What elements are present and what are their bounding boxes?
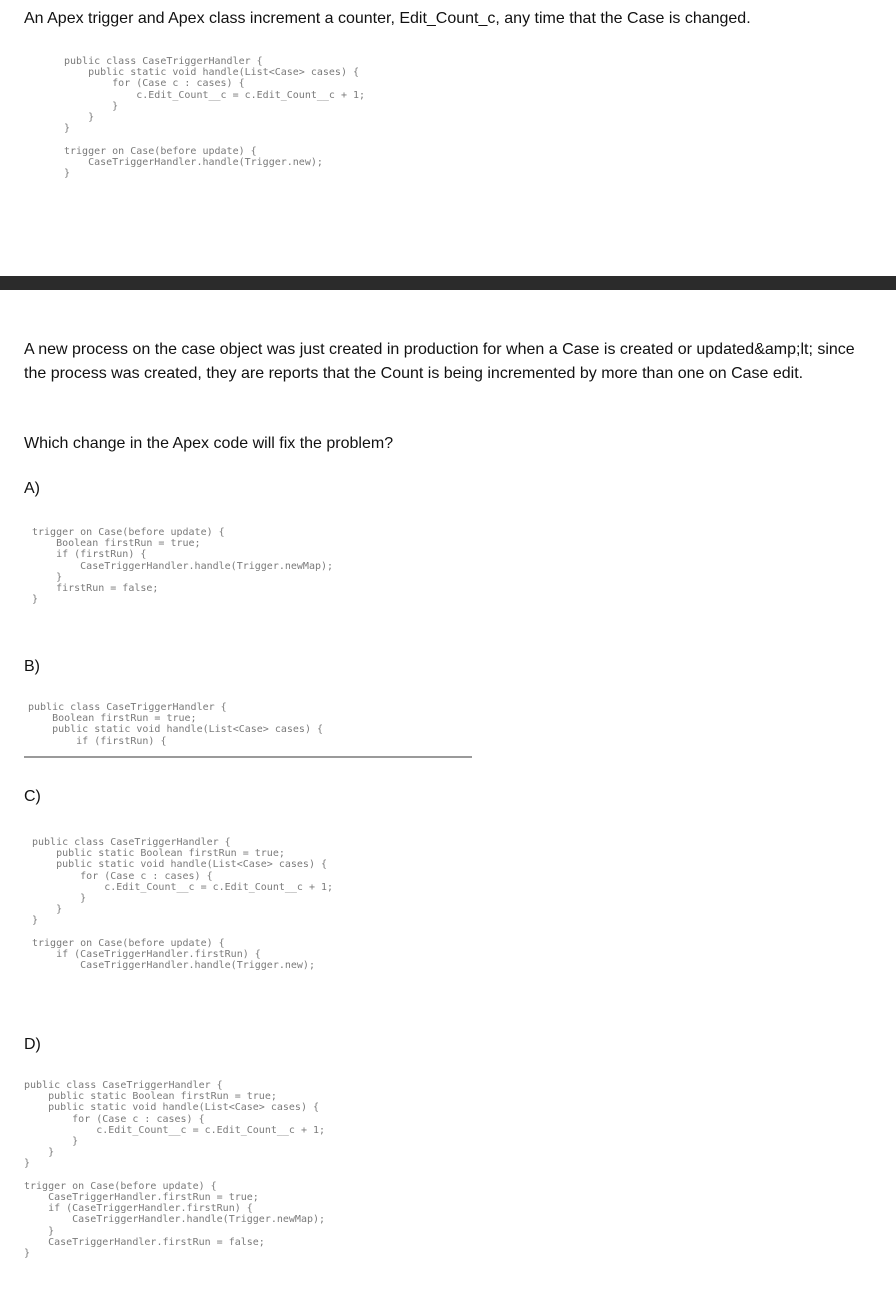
option-d-code: public class CaseTriggerHandler { public static Boolean firstRun = true; public static void handle(List<Case> cases) { for (Case c : cases) { c.Edit_Count__c = c.Edit_Count__c + 1; } } } trigger on Case(before update) { CaseTriggerHandler.firstRun = true; if (CaseTriggerHandler.firstRun) { CaseTriggerHandler.handle(Trigger.newMap); } CaseTriggerHandler.firstRun = false; } [24, 1080, 326, 1260]
option-b-label: B) [24, 658, 40, 675]
option-c-label: C) [24, 788, 41, 805]
question-text: Which change in the Apex code will fix the problem? [24, 435, 394, 452]
intro-code-block: public class CaseTriggerHandler { public static void handle(List<Case> cases) { for (Case c : cases) { c.Edit_Count__c = c.Edit_Count__c + 1; } } } trigger on Case(before update) { CaseTriggerHandler.handle(Trigger.new); } [64, 56, 366, 180]
scenario-text: A new process on the case object was just created in production for when a Case is created or updated&amp;lt; since the process was created, they are reports that the Count is being incremented by more than one on Case edit. [24, 341, 855, 382]
intro-text: An Apex trigger and Apex class increment a counter, Edit_Count_c, any time that the Case is changed. [24, 10, 751, 27]
option-b-cut-line [24, 756, 472, 758]
section-divider [0, 276, 896, 290]
option-d-label: D) [24, 1036, 41, 1053]
option-a-label: A) [24, 480, 40, 497]
option-c-code: public class CaseTriggerHandler { public static Boolean firstRun = true; public static void handle(List<Case> cases) { for (Case c : cases) { c.Edit_Count__c = c.Edit_Count__c + 1; } } } trigger on Case(before update) { if (CaseTriggerHandler.firstRun) { CaseTriggerHandler.handle(Trigger.new); [32, 837, 334, 972]
option-b-code: public class CaseTriggerHandler { Boolean firstRun = true; public static void handle(List<Case> cases) { if (firstRun) { [28, 702, 324, 747]
option-b-code-crop [28, 702, 478, 756]
option-a-code: trigger on Case(before update) { Boolean firstRun = true; if (firstRun) { CaseTriggerHandler.handle(Trigger.newMap); } firstRun = false; } [32, 527, 334, 606]
